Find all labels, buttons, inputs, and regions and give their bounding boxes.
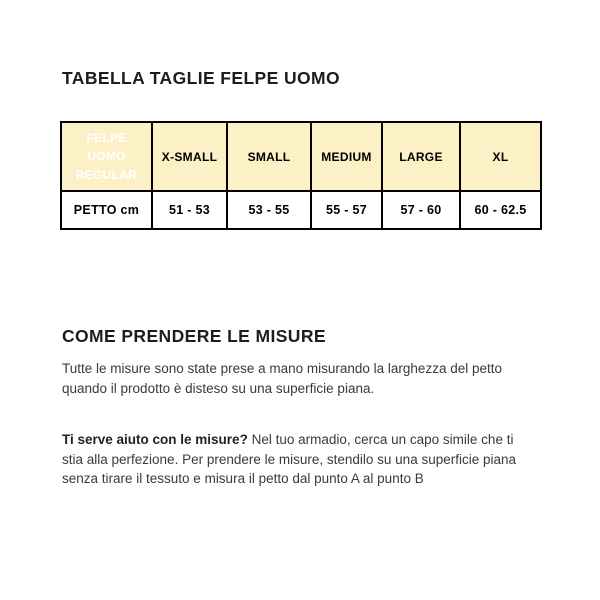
size-table	[60, 121, 542, 230]
size-column-xsmall: X-SMALL	[152, 122, 227, 191]
size-table-values-row	[61, 191, 541, 229]
measure-help-question: Ti serve aiuto con le misure?	[62, 432, 248, 447]
petto-value-medium: 55 - 57	[311, 191, 382, 229]
measure-intro-paragraph: Tutte le misure sono state prese a mano misurando la larghezza del petto quando il prodotto è disteso su una superficie piana.	[62, 361, 502, 396]
size-column-small: SMALL	[227, 122, 311, 191]
petto-value-small: 53 - 55	[227, 191, 311, 229]
petto-value-xl: 60 - 62.5	[460, 191, 541, 229]
petto-value-xsmall: 51 - 53	[152, 191, 227, 229]
measure-help-paragraph	[62, 430, 524, 489]
size-column-large: LARGE	[382, 122, 460, 191]
row-label-petto: PETTO cm	[61, 191, 152, 229]
size-table-corner-cell	[61, 122, 152, 191]
size-column-xl: XL	[460, 122, 541, 191]
measure-help-text: Nel tuo armadio, cerca un capo simile che ti stia alla perfezione. Per prendere le misure, stendilo su una superficie piana senza tirare il tessuto e misura il petto dal punto A al punto B	[62, 432, 517, 486]
measure-section-title: COME PRENDERE LE MISURE	[62, 326, 326, 346]
corner-label: FELPE UOMO REGULAR	[75, 130, 138, 182]
size-table-header-row	[61, 122, 541, 191]
size-column-medium: MEDIUM	[311, 122, 382, 191]
petto-value-large: 57 - 60	[382, 191, 460, 229]
page-title: TABELLA TAGLIE FELPE UOMO	[62, 68, 340, 88]
